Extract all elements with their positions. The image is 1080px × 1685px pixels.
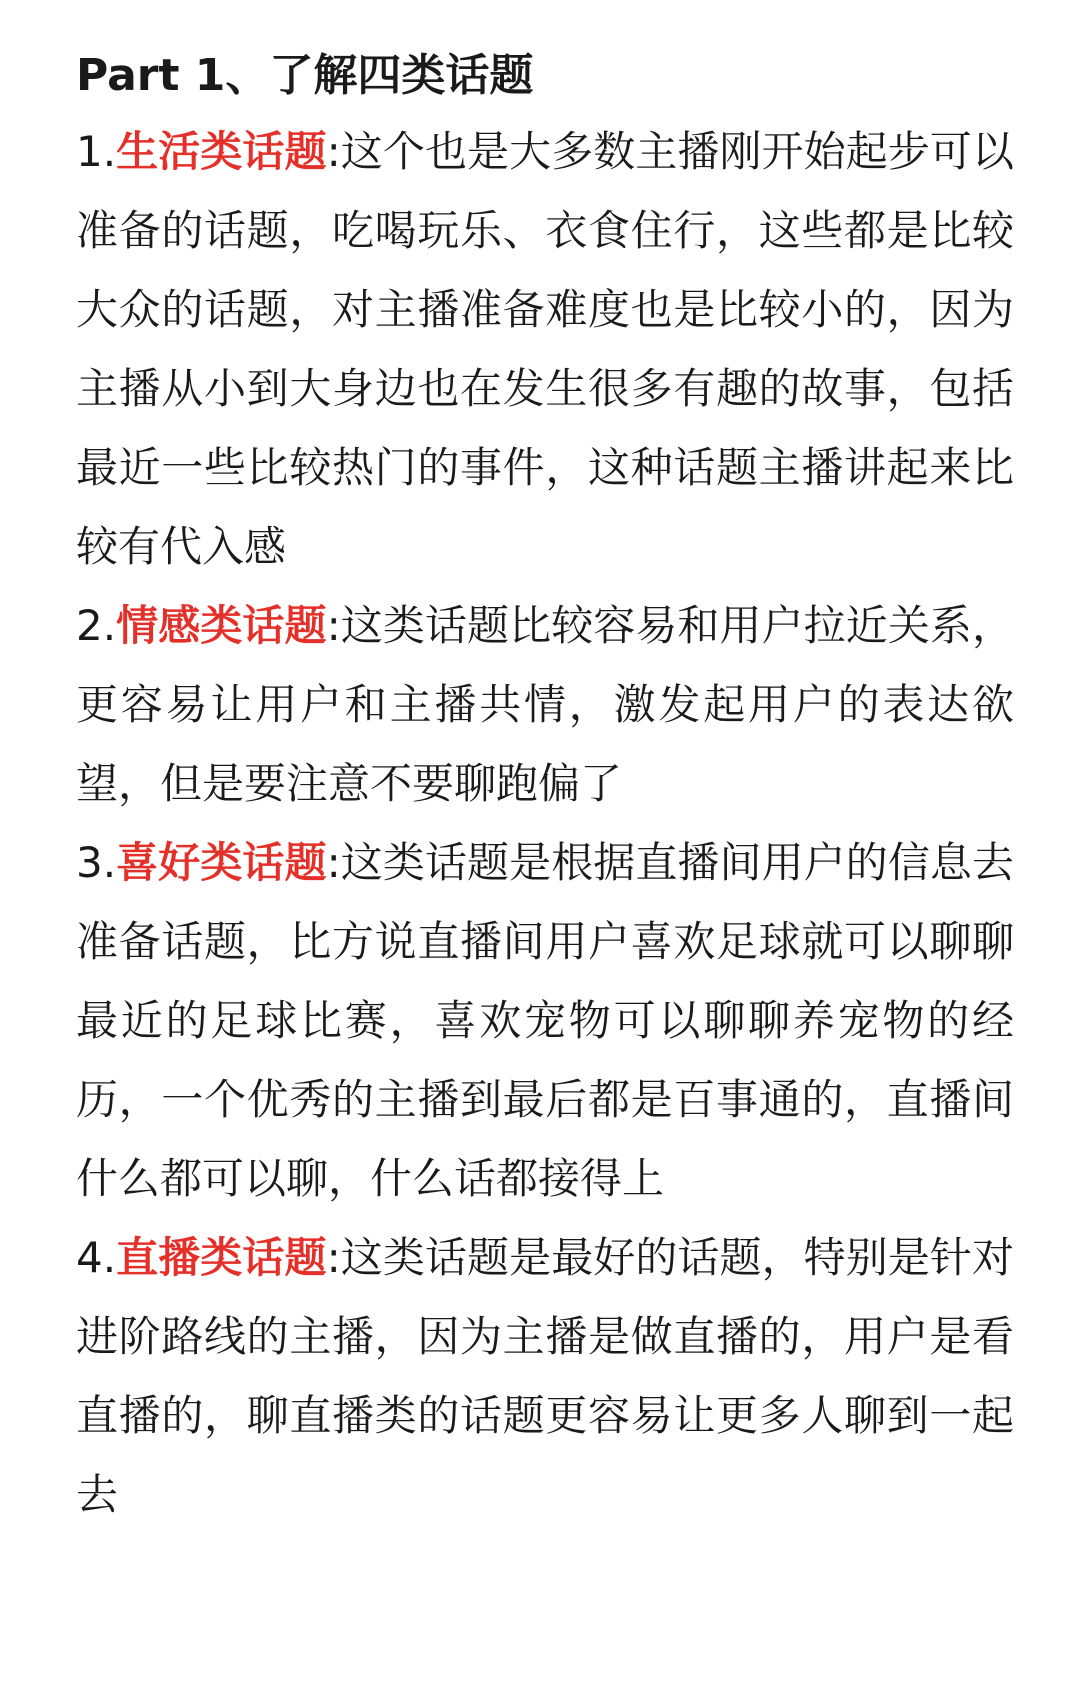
topic-heading-life: 生活类话题: [116, 127, 327, 176]
topic-description: 这类话题是最好的话题，特别是针对进阶路线的主播，因为主播是做直播的，用户是看直播的，聊直播类的话题更容易让更多人聊到一起去: [76, 1233, 1014, 1519]
topic-heading-livestream: 直播类话题: [116, 1233, 327, 1282]
section-title: Part 1、了解四类话题: [76, 50, 534, 101]
topic-item-livestream: [76, 1218, 1014, 1534]
item-number: 3.: [76, 838, 117, 887]
topic-item-life: [76, 112, 1014, 586]
topic-item-hobby: [76, 823, 1014, 1218]
item-colon: :: [326, 1233, 341, 1282]
topic-item-emotion: [76, 586, 1014, 823]
topic-description: 这类话题是根据直播间用户的信息去准备话题，比方说直播间用户喜欢足球就可以聊聊最近的足球比赛，喜欢宠物可以聊聊养宠物的经历，一个优秀的主播到最后都是百事通的，直播间什么都可以聊，什么话都接得上: [76, 838, 1014, 1203]
item-number: 2.: [76, 601, 117, 650]
item-number: 4.: [76, 1233, 117, 1282]
item-colon: :: [326, 127, 341, 176]
item-colon: :: [326, 838, 341, 887]
item-number: 1.: [76, 127, 117, 176]
topic-heading-emotion: 情感类话题: [116, 601, 327, 650]
topic-heading-hobby: 喜好类话题: [116, 838, 327, 887]
topic-description: 这类话题比较容易和用户拉近关系，更容易让用户和主播共情，激发起用户的表达欲望，但是要注意不要聊跑偏了: [76, 601, 1014, 808]
item-colon: :: [326, 601, 341, 650]
topic-description: 这个也是大多数主播刚开始起步可以准备的话题，吃喝玩乐、衣食住行，这些都是比较大众的话题，对主播准备难度也是比较小的，因为主播从小到大身边也在发生很多有趣的故事，包括最近一些比较热门的事件，这种话题主播讲起来比较有代入感: [76, 127, 1014, 571]
